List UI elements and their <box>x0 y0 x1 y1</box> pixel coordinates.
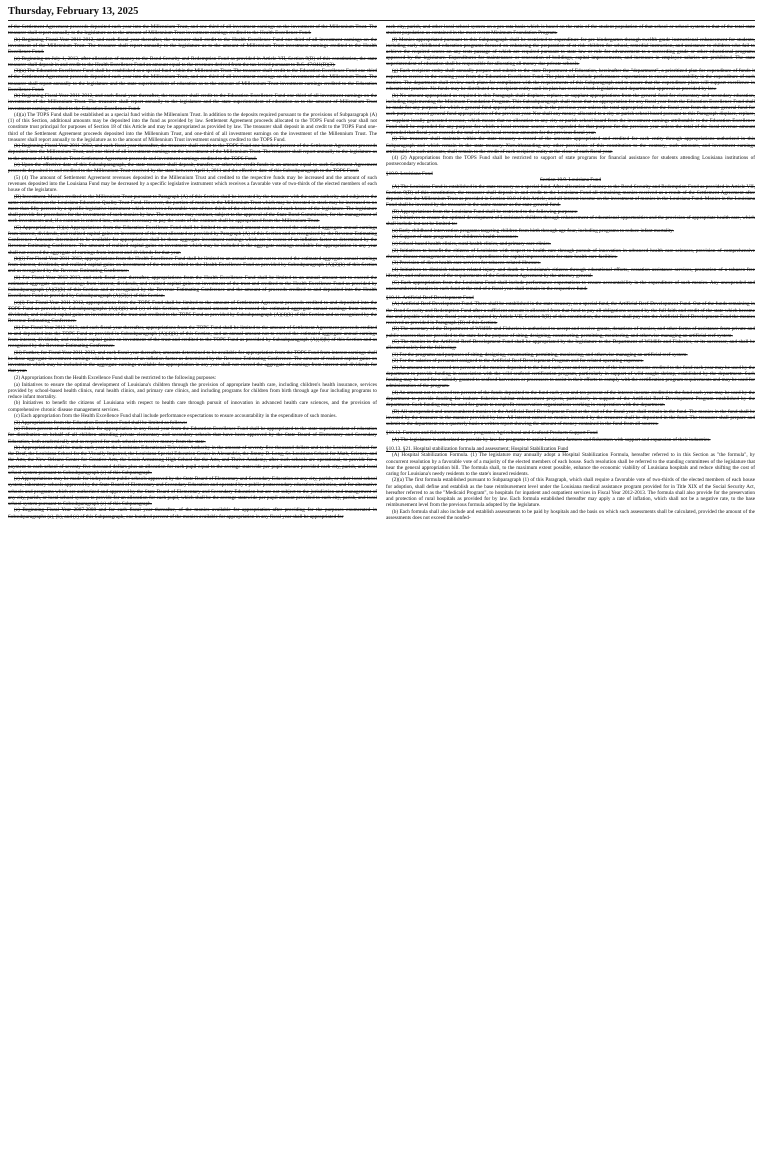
right-column-paragraph: (f) Monies appropriated pursuant to this Subparagraph shall be restricted to expenditure for pre-kindergarten through twelfth grade instructional enhancement for students, including early childhood education programs focused on enhancing the preparation of at-risk children for school, remedial instruction, and assistance to children who fail to achieve the required scores on any tests passage of which are required pursuant to state law or rule for advancement to a succeeding grade or other educational programs approved by the legislature. Expenditures for maintenance or renovation of buildings, capital improvements, and increases in employee salaries are prohibited. The state superintendent of education shall be responsible for allocating all money due private schools. <box>386 36 755 68</box>
left-column-paragraph: (iii) Further, for Fiscal Year 2011-2012, and each fiscal year thereafter, amounts determined to be available for appropriation from the TOPS Fund from interest earnings shall be those aggregate investment earnings which are in excess of an inflation factor as determined by the Revenue Estimating Conference. The amount of realized capital gains on investment which may be included in the aggregate earnings available for appropriation in any year shall not exceed the aggregate of earnings from interest and dividends for that year. <box>8 349 377 375</box>
right-column-paragraph: (A) Artificial Reef Development Fund. There shall be established in the state treasury, as a special fund, the Artificial Reef Development Fund. Out of the funds remaining in the Bond Security and Redemption Fund after a sufficient amount is allocated from that fund to pay all obligations secured by the full faith and credit of the state which become due and payable within any fiscal year as required by Article VII, Section 9(B) of this constitution, the treasurer shall pay into the Artificial Reef Development Fund the monies received as provided in Paragraph (B) of this Section. <box>386 301 755 326</box>
left-column-paragraph: (C) Appropriations. (1)(a) Appropriations from the Education Excellence Fund shall be limited to an annual amount not to exceed the estimated aggregate annual earnings from interest, dividends, and realized capital gains on investment of the trust allocated as provided by Paragraph (A) of this Section and as recognized by the Revenue Estimating Conference. Amounts determined to be available for appropriation shall be those aggregate investment earnings which are in excess of an inflation factor as determined by the Revenue Estimating Conference. The amount of realized capital gains on investment which may be included in the aggregate earnings available for appropriation in any year shall not exceed the aggregate of earnings from interest and dividends for that year. <box>8 224 377 256</box>
right-column-paragraph: (1) For the programs and purposes of siting, designing, constructing, permitting, monitoring, and otherwise managing an artificial reef system. <box>392 351 688 358</box>
right-column-paragraph: (2)(a) The first formula established pursuant to Subparagraph (1) of this Paragraph, which shall require a favorable vote of two-thirds of the elected members of each house for adoption, shall define and establish as the base reimbursement level under the Louisiana medical assistance program provided for in Title XIX of the Social Security Act, hereafter referred to as the "Medicaid Program", to hospitals for inpatient and outpatient services in Fiscal Year 2012-2013. The formula shall also provide for the preservation and protection of rural hospitals as provided for by law. Each formula established thereafter may apply a rate of inflation, which shall not be a negative rate, to the base reimbursement level from the previous formula adopted by the legislature. <box>386 477 755 509</box>
left-column <box>8 24 377 1154</box>
page-header-date: Thursday, February 13, 2025 <box>8 6 755 21</box>
right-column-paragraph: (C) Each appropriation from the Louisiana Fund shall include performance expectations to ensure accountability in the expenditure of such monies. Any unexpended and unencumbered monies in each fund at the end of a fiscal year shall remain in the respective fund. <box>386 279 755 292</box>
right-column <box>386 24 755 1154</box>
left-column-paragraph: (b) Beginning Fiscal Year 2011-2012, and each fiscal year thereafter, the treasurer shall credit to the Health Excellence Fund one-third of all investment earnings on the investment of the Millennium Trust. The treasurer shall report annually to the legislature as to the amount of Millennium Trust investment earnings credited to the Health Excellence Fund. <box>8 36 377 56</box>
right-column-paragraph: (b) Support of state programs for children's health insurance. <box>392 234 519 241</box>
right-column-paragraph: Section 10.9. Louisiana Fund <box>540 177 601 184</box>
left-column-paragraph: (c) Appropriations may be made for independent public schools approved by the State Board of Elementary and Secondary Education or any city, parish, or other local school system, laboratory schools approved by the State Board of Elementary and Secondary Education and operated by a public postsecondary education institution, and for alternative schools and programs which are authorized and approved by the State Board of Elementary and Secondary Education but are not subject to the jurisdiction and management of any city, parish, or local school system to provide for an allocation for each pupil, which shall be the average statewide per pupil amount provided to each city, parish, and local school system pursuant to Subsubparagraph (e) of this Subparagraph. <box>8 476 377 507</box>
left-column-paragraph: (c)(i) For Fiscal Year 2011-2012, appropriations from the TOPS Fund shall be limited to the amount of Settlement Agreement proceeds credited to and deposited into the TOPS Fund as provided by Subsubparagraphs (A)(4)(b) and (c) of this Section, and an annual amount not to exceed the estimated aggregate annual earnings from interest, dividends, and realized capital gains on investment of the trust and credited to the TOPS Fund as provided by Subsubparagraph (A)(4)(b) of this Section and as recognized by the Revenue Estimating Conference. <box>8 299 377 325</box>
right-column-paragraph: (A) The Louisiana Fund is established in the state treasury as a special fund. After allocation of money to the Bond Security and Redemption Fund as provided in Article VII, Section 9(B) of this constitution, the treasurer shall deposit in and credit to the Louisiana Fund all remaining monies received as a result of the Settlement Agreement after deposits into the Millennium Trust as provided in Section 10.8 of this Article, and all interest income on the investment of monies in the Louisiana Fund. Monies in the Louisiana Fund shall be invested by the treasurer in the same manner as the state general fund. <box>386 183 755 209</box>
left-column-paragraph: (3) Appropriations from the Education Excellence Fund shall be limited as follows: <box>14 419 188 426</box>
section-heading: §10.9. Louisiana Fund <box>386 170 433 177</box>
section-heading: §10.12. Farmers and fishermen assistance programs; Agricultural and Seafood Products Support Fund <box>386 430 598 437</box>
section-title: §21. Hospital stabilization formula and assessment; Hospital Stabilization Fund <box>401 445 569 452</box>
left-column-paragraph: (a) Fifteen percent of monies available for appropriation in any fiscal year from the Education Excellence Fund shall be appropriated to the state superintendent of education for distribution on behalf of all children attending private elementary and secondary schools that have been approved by the State Board of Elementary and Secondary Education, both academically and as required for such schools to receive money from the state. <box>8 426 377 445</box>
left-column-paragraph: (5) (4) The amount of Settlement Agreement revenues deposited in the Millennium Trust and credited to the respective funds may be increased and the amount of such revenues deposited into the Louisiana Fund may be decreased by a specific legislative instrument which receives a favorable vote of two-thirds of the elected members of each house of the legislature. <box>8 174 377 194</box>
left-column-paragraph: (c) Beginning on July 1, 2012, after allocation of money to the Bond Security and Redemption Fund as provided in Article VII, Section 9(B) of this constitution, the state treasurer shall deposit in and credit to the Health Excellence Fund an amount equal to the revenues derived from the tax levied pursuant to R.S. 47:841(B)(3). <box>8 55 377 68</box>
right-column-paragraph: each city, parish, and other local school system on a pro rata basis which is based on the ratio of the student population of that school or school system to that of the total state student population as contained in the most recent Minimum Foundation Program. <box>386 24 755 37</box>
right-column-paragraph: (h) No amount appropriated as required in this Paragraph shall displace, replace, or supplant appropriations from the general fund for elementary and secondary education, including implementing the Minimum Foundation Program. This Subsubparagraph shall mean that no appropriation for any fiscal year from the Education Excellence Fund shall be made for any purpose for which a general fund appropriation was made in the previous year unless the total appropriations for the fiscal year from the state general fund for such purpose exceed general fund appropriations of the previous year. Nor shall any money allocated to a city or parish school board pursuant to this Paragraph displace, replace, or supplant locally generated revenue, which means that no allocation to any city or parish school board from the investment earnings attributable to the Education Excellence Fund shall be expended for any purpose for which a local revenue source was expended for that purpose for the previous year unless the total of the local revenue amount expended that fiscal year exceeds the total of such local revenue amounts for the previous fiscal year. <box>386 92 755 136</box>
right-column-paragraph: (b) Each formula shall also include and establish assessments to be paid by hospitals and the basis on which such assessments shall be calculated, provided the amount of the assessments does not exceed the nonfed- <box>386 508 755 521</box>
right-column-paragraph: (g) Each recipient entity shall annually prepare and submit to the state Department of Education, hereinafter the "department", a prioritized plan for expenditure of funds it expects to receive in the coming year from the Education Excellence Fund. The plan shall include performance expectations to ensure accountability in the expenditure of such monies. The department shall review such plans for compliance with the requirements of this Subparagraph and to assure that the expenditure plans will support excellence in educational practice. No funds may be distributed to a recipient entity until its plan has received both legislative and departmental approval as provided by law. <box>386 67 755 93</box>
left-column-paragraph: (b) Beginning Fiscal Year 2011-2012, and each fiscal year thereafter, the treasurer shall credit to the Education Excellence Fund one-third of all investment earnings on the investment of the Millennium Trust. The treasurer shall report annually to the legislature and the state superintendent of education as to the amount of Millennium Trust investment earnings credited to the Education Excellence Fund. <box>8 93 377 112</box>
left-column-paragraph: (ii) For Fiscal Year 2012-2013, and each fiscal year thereafter, appropriations from the TOPS Fund shall be limited to the amount of Settlement Agreement proceeds credited to and deposited into the TOPS Fund as provided in Subsubparagraph (A)(4)(b) of this Section, and an annual amount not to exceed the estimated aggregate annual earnings from interest, dividends, and realized capital gains on investment of the trust and credited to the TOPS Fund as provided by Subsubparagraph (A)(4)(b) of this Section and as recognized by the Revenue Estimating Conference. <box>8 324 377 350</box>
right-column-paragraph: (4) Initiatives to diminish tobacco-related injury and death to Louisiana's citizens through educational efforts, cessation assistance services, promotion of a tobacco-free lifestyle, and enforcement of the requirements of the Settlement Agreement by the attorney general. <box>386 266 755 279</box>
right-column-paragraph: (2) For the salaries of personnel assigned to the Artificial Reef Development Program and for related operating expenses. <box>392 358 644 365</box>
columns <box>8 24 755 1154</box>
left-column-paragraph: of the Settlement Agreement proceeds deposited each year into the Millennium Trust, and one-third of all investment earnings on the investment of the Millennium Trust. The treasurer shall report annually to the legislature as to the amount of Millennium Trust investment earnings credited to the Health Excellence Fund. <box>8 24 377 37</box>
right-column-paragraph: (4) An amount not to exceed ten percent of the funds deposited to the fund each year and ten percent of the interest income credited to the fund each year may be used by the department to provide funding for inshore fisheries habitat enhancement projects, particularly in support of the Artificial Reef Development Program established by the department. Such funding may be used for grants to nonprofit conservation organizations working in cooperation with the department. <box>386 389 755 409</box>
right-column-paragraph: (1) Initiatives to ensure the optimal development of Louisiana's children through enhancement of educational opportunities and the provision of appropriate health care, which shall include but not be limited to: <box>386 215 755 228</box>
left-column-paragraph: (2) Appropriations from the Health Excellence Fund shall be restricted to the following purposes: <box>14 375 217 381</box>
left-column-paragraph: (b)(i) For Fiscal Year 2011-2012, appropriations from the Health Excellence Fund shall be limited to an annual amount not to exceed the estimated aggregate annual earnings from interest, dividends, and realized capital gains on investment of the trust credited to the Health Excellence Fund as provided by Subsubparagraph (A)(2)(b) of this Section and as recognized by the Revenue Estimating Conference. <box>8 256 377 275</box>
left-column-paragraph: (ii) For Fiscal Year 2012-2013, and each fiscal year thereafter, appropriations from the Health Excellence Fund shall be limited to an annual amount not to exceed the estimated aggregate annual earnings from interest, dividends, and realized capital gains on investment of the trust and credited to the Health Excellence Fund as provided by Subsubparagraph (A)(2)(b) of this Section and as recognized by the Revenue Estimating Conference and the amount of proceeds credited to and deposited into the Health Excellence Fund as provided by Subsubparagraph (A)(2)(c) of this Section. <box>8 274 377 300</box>
left-column-paragraph: (b) Beginning Fiscal Year 2011-2012, and each fiscal year thereafter, the treasurer shall credit to the TOPS Fund one hundred percent of the Settlement Agreement proceeds deposited into the Millennium Trust, and one-third of all investment earnings on the investment of the Millennium Trust. The treasurer shall report annually to the legislature as to the amount of Millennium Trust Settlement Agreement proceeds and investment earnings credited to the TOPS Fund. <box>8 143 377 162</box>
left-column-paragraph: (a) Initiatives to ensure the optimal development of Louisiana's children through the provision of appropriate health care, including children's health insurance, services provided by school-based health clinics, rural health clinics, and primary care clinics, and including programs for children from birth through age four including programs to reduce infant mortality. <box>8 381 377 400</box>
left-column-paragraph: (b) Initiatives to benefit the citizens of Louisiana with respect to health care through pursuit of innovation in advanced health care sciences, and the provision of comprehensive chronic disease management services. <box>8 400 377 413</box>
right-column-paragraph: (c) School-based health clinics, rural health clinics, and primary care clinics. <box>392 241 551 247</box>
right-column-paragraph: (3) Provision of direct health care services for tobacco-related illnesses. <box>392 260 541 267</box>
right-column-paragraph: (4) (2) Appropriations from the TOPS Fund shall be restricted to support of state programs for financial assistance for students attending Louisiana institutions of postsecondary education. <box>386 155 755 168</box>
right-column-paragraph: (i) The treasurer shall maintain within the state treasury a record of the amounts appropriated and credited for each entity through appropriations authorized in this Subparagraph and which remain in the state treasury. Notwithstanding any other provisions of this constitution to the contrary, such amounts, and investment earnings attributable to such amounts, shall remain to the credit of each recipient entity at the close of each fiscal year. <box>386 136 755 155</box>
right-column-paragraph: (D) All unexpended and unencumbered monies in the Artificial Reef Development Fund at the end of the fiscal year shall remain in the fund. The monies in the fund shall be invested by the treasurer in the manner provided by law. All interest earned on monies invested by the treasurer shall be deposited in the fund. The treasurer shall prepare and submit to the department on a quarterly basis a written report showing the amount of money contained in the fund from all sources. <box>386 408 755 428</box>
right-column-paragraph: (B) Appropriations from the Louisiana Fund shall be restricted to the following purposes: <box>392 208 578 215</box>
left-column-paragraph: (e) Beginning Fiscal Year 2007-2008 and for each fiscal year thereafter, of the monies available for appropriation after providing for the purposes enumerated in Subsubparagraphs (a), (b), and (c) of this Subparagraph, one hundred percent of the monies available for appropriation in any fiscal year shall be appropriated for <box>8 507 377 520</box>
right-column-paragraph: (a) Early childhood intervention programs targeting children from birth through age four, including programs to reduce infant mortality. <box>392 227 674 234</box>
left-column-paragraph: (4)(a) The TOPS Fund shall be established as a special fund within the Millennium Trust. In addition to the deposits required pursuant to the provisions of Subparagraph (A)(1) of this Section, additional amounts may be deposited into the fund as provided by law. Settlement Agreement proceeds allocated to the TOPS Fund each year shall not constitute trust principal for purposes of Section 18 of this Article and may be appropriated as provided by law. The treasurer shall deposit in and credit to the TOPS Fund one-third of the Settlement Agreement proceeds deposited into the Millennium Trust, and one-third of all investment earnings on the investment of the Millennium Trust. The treasurer shall report annually to the legislature as to the amount of Millennium Trust investment earnings credited to the TOPS Fund. <box>8 112 377 143</box>
left-column-paragraph: (3)(a) The Education Excellence Fund shall be established as a special fund within the Millennium Trust. The treasurer shall credit to the Education Excellence Fund one-third of the Settlement Agreement proceeds deposited each year into the Millennium Trust, and one-third of all investment earnings on the investment of the Millennium Trust. The treasurer shall report annually to the legislature and the state superintendent of education as to the amount of Millennium Trust investment earnings credited to the Education Excellence Fund. <box>8 68 377 93</box>
right-column-paragraph: (A) Hospital Stabilization Formula. (1) The legislature may annually adopt a Hospital Stabilization Formula, hereafter referred to in this Section as "the formula", by concurrent resolution by a favorable vote of a majority of the elected members of each house. Such resolution shall be referred to the standing committees of the legislature that hear the general appropriation bill. The formula shall, to the maximum extent possible, enhance the economic viability of Louisiana hospitals and reduce shifting the cost of caring for Louisiana's needy residents to the state's insured residents. <box>386 452 755 477</box>
left-column-paragraph: (c) Upon the effective date of this Subsubparagraph, the state treasurer shall deposit, transfer, or otherwise credit funds in an amount equal to such Settlement Agreement proceeds deposited in and credited to the Millennium Trust received by the state between April 1, 2011 and the effective date of this Subsubparagraph to the TOPS Fund. <box>8 162 377 175</box>
right-column-paragraph: (2) Initiatives to benefit the citizens of Louisiana with respect to health care through pursuit of innovation in advanced health care sciences, provision of comprehensive chronic disease management services, and expenditures for capital improvements for state health care facilities. <box>386 247 755 260</box>
right-column-paragraph: (3) An amount not to exceed ten percent of the monies deposited to the fund each year and ten percent of the interest income credited to the fund each year may be used by the department to provide funding in association with the wild seafood certification program, particularly in support of wild-caught shrimp, established by the department. Such funding may be used for a subsidy granted to seafood harvesters or processors to assist in their efforts to comply with the certification program requirements and may be used for administration of the program. <box>386 364 755 390</box>
left-column-paragraph: (c) Each appropriation from the Health Excellence Fund shall include performance expectations to ensure accountability in the expenditure of such monies. <box>14 413 337 420</box>
section-heading: §10.11. Artificial Reef Development Fund <box>386 294 474 301</box>
left-column-paragraph: (b) Appropriations shall be made each year to the Louisiana Educational Television Authority in the amount of seventy-five thousand dollars and to the Louisiana School for the Deaf, the Louisiana School for the Visually Impaired, the Louisiana Special Education Center in Alexandria, the Jimmy D. Long, Sr. Louisiana School for Math, Science, and the Arts, the New Orleans Center for Creative Arts, the Louis Armstrong High School for the Arts, and Thrive Academy, after such schools are operational, to provide for a payment to each school of seventy-five thousand dollars plus an allocation for each pupil equal to the average statewide per pupil amount provided each city, parish, and local school system pursuant to Subsubparagraph (e) of this Subparagraph. <box>8 445 377 476</box>
right-column-paragraph: (C) The monies in the Artificial Reef Development Fund shall be appropriated by the legislature to the Department of Wildlife and Fisheries, or its successor, and shall be allocated solely for the following: <box>386 339 755 352</box>
right-column-paragraph: (B) The secretary of the Department of Wildlife and Fisheries is authorized to accept and receive grants, donations of monies, and other forms of assistance from private and public sources that are provided to the state for the purpose of siting, designing, constructing, permitting, monitoring, and otherwise managing an artificial reef system. <box>386 326 755 339</box>
right-column-paragraph: (A) The legislature is authorized to provide by law for programs to assist Louisiana farmers and fishermen with support and expansion of their industries. <box>392 436 711 443</box>
struck-section-number: §10.13. <box>386 445 402 452</box>
left-column-paragraph: (B) Investment. Monies credited to the Millennium Trust pursuant to Paragraph (A) of this Section shall be invested by the treasurer with the same authority and subject to the same restrictions as the Louisiana Education Quality Trust Fund. However, the portion of monies in the Millennium Trust which may be invested in stock may be increased to no more than fifty percent by a specific legislative instrument which receives a favorable vote of two-thirds of the elected members of each house of the legislature. The legislature shall provide for procedures for the investment of such monies by law. The treasurer may contract, subject to the approval of the State Bond Commission, for the management of such investments and, if a contract is entered into, amounts necessary to pay the costs of the contract shall be appropriated from the Millennium Trust. <box>8 193 377 225</box>
